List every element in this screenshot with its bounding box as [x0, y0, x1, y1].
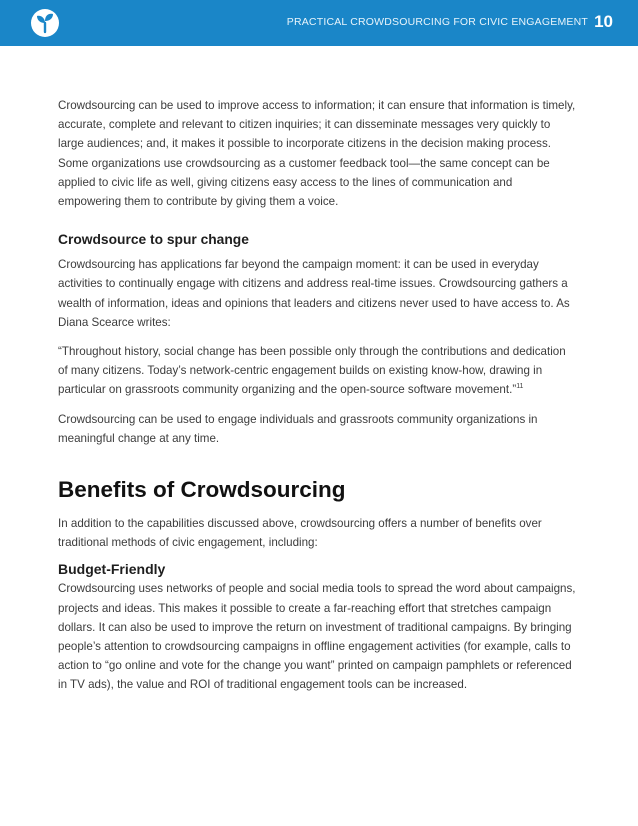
benefits-intro: In addition to the capabilities discussed above, crowdsourcing offers a number of benefits over traditional methods of civic engagement, including: [58, 517, 542, 550]
subheading-budget-friendly: Budget-Friendly [58, 561, 166, 578]
section-paragraph-closing: Crowdsourcing can be used to engage individuals and grassroots community organizations in meaningful change at any time. [58, 412, 538, 445]
section-heading-benefits: Benefits of Crowdsourcing [58, 477, 346, 503]
section-heading-spur-change: Crowdsource to spur change [58, 232, 249, 248]
header-title: PRACTICAL CROWDSOURCING FOR CIVIC ENGAGEMENT [286, 16, 588, 28]
section-paragraph: Crowdsourcing has applications far beyond the campaign moment: it can be used in everyday activities to continually engage with citizens and address real-time issues. Crowdsourcing gathers a wealth of information, ideas and opinions that leaders and citizens never used to have access to. As Diana Scearce writes: [58, 258, 570, 329]
header-bar [0, 0, 638, 46]
page-number: 10 [594, 12, 613, 31]
budget-paragraph: Crowdsourcing uses networks of people and social media tools to spread the word about campaigns, projects and ideas. This makes it possible to create a far-reaching effort that stretches campaign dollars. It can also be used to improve the return on investment of traditional campaigns. By bringing people’s attention to crowdsourcing campaigns in offline engagement activities (for example, calls to action to “go online and vote for the change you want” printed on campaign pamphlets or referenced in TV ads), the value and ROI of traditional engagement tools can be increased. [58, 582, 576, 692]
quote-text: “Throughout history, social change has been possible only through the contributions and dedication of many citizens. Today’s network-centric engagement builds on existing know-how, drawing in particular on grassroots community organizing and the open-source software movement.” [58, 345, 566, 397]
sprout-logo-icon [30, 8, 60, 38]
intro-paragraph: Crowdsourcing can be used to improve access to information; it can ensure that information is timely, accurate, complete and relevant to citizen inquiries; it can disseminate messages very quickly to large audiences; and, it makes it possible to incorporate citizens in the decision making process. Some organizations use crowdsourcing as a customer feedback tool—the same concept can be applied to civic life as well, giving citizens easy access to the lines of communication and empowering them to contribute by giving them a voice. [58, 99, 576, 209]
page-content [58, 96, 578, 695]
footnote-marker: 11 [516, 383, 524, 391]
quote-paragraph [58, 342, 578, 400]
